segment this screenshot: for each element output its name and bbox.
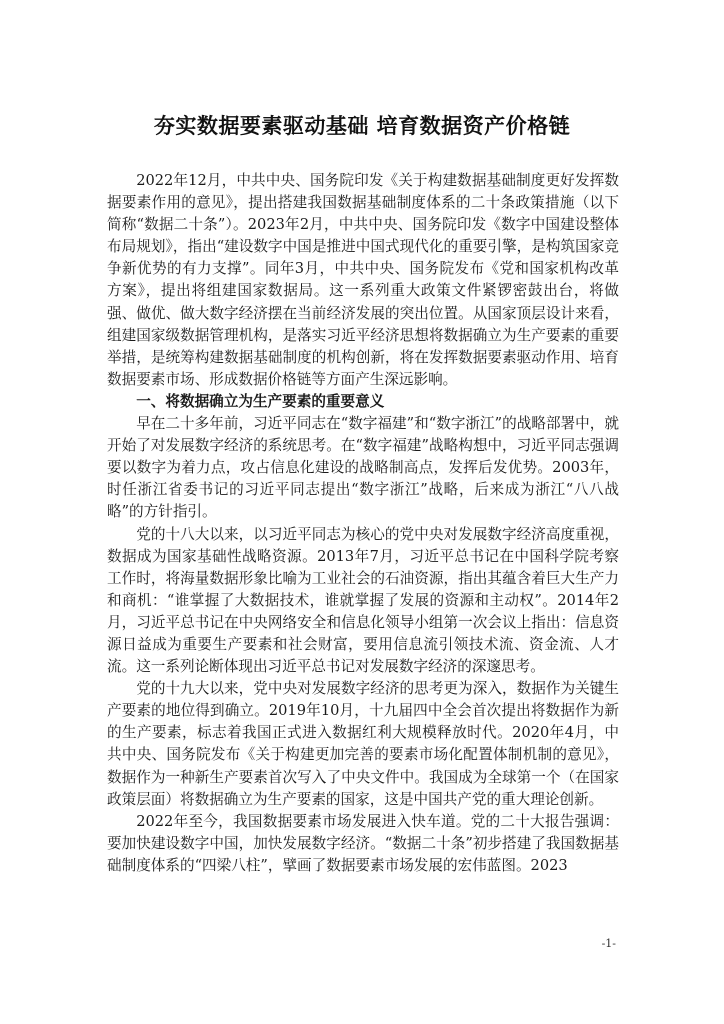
paragraph-18th-congress: 党的十八大以来，以习近平同志为核心的党中央对发展数字经济高度重视，数据成为国家基础性战略资源。2013年7月，习近平总书记在中国科学院考察工作时，将海量数据形象比喻为工业社会的石油资源，指出其蕴含着巨大生产力和商机：“谁掌握了大数据技术，谁就掌握了发展的资源和主动权”。2014年2月，习近平总书记在中央网络安全和信息化领导小组第一次会议上指出：信息资源日益成为重要生产要素和社会财富，要用信息流引领技术流、资金流、人才流。这一系列论断体现出习近平总书记对发展数字经济的深邃思考。 (107, 525, 619, 676)
document-body (107, 170, 619, 877)
page-number: -1- (601, 937, 616, 950)
document-title: 夯实数据要素驱动基础 培育数据资产价格链 (153, 113, 571, 138)
paragraph-intro: 2022年12月，中共中央、国务院印发《关于构建数据基础制度更好发挥数据要素作用的意见》，提出搭建我国数据基础制度体系的二十条政策措施（以下简称“数据二十条”）。2023年2月，中共中央、国务院印发《数字中国建设整体布局规划》，指出“建设数字中国是推进中国式现代化的重要引擎，是构筑国家竞争新优势的有力支撑”。同年3月，中共中央、国务院发布《党和国家机构改革方案》，提出将组建国家数据局。这一系列重大政策文件紧锣密鼓出台，将做强、做优、做大数字经济摆在当前经济发展的突出位置。从国家顶层设计来看，组建国家级数据管理机构，是落实习近平经济思想将数据确立为生产要素的重要举措，是统筹构建数据基础制度的机构创新，将在发挥数据要素驱动作用、培育数据要素市场、形成数据价格链等方面产生深远影响。 (107, 172, 619, 388)
section-heading: 一、将数据确立为生产要素的重要意义 (136, 392, 385, 410)
paragraph-2022-onward: 2022年至今，我国数据要素市场发展进入快车道。党的二十大报告强调：要加快建设数字中国，加快发展数字经济。“数据二十条”初步搭建了我国数据基础制度体系的“四梁八柱”，擘画了数据要素市场发展的宏伟蓝图。2023 (107, 812, 619, 874)
paragraph-19th-congress: 党的十九大以来，党中央对发展数字经济的思考更为深入，数据作为关键生产要素的地位得到确立。2019年10月，十九届四中全会首次提出将数据作为新的生产要素，标志着我国正式进入数据红利大规模释放时代。2020年4月，中共中央、国务院发布《关于构建更加完善的要素市场化配置体制机制的意见》，数据作为一种新生产要素首次写入了中央文件中。我国成为全球第一个（在国家政策层面）将数据确立为生产要素的国家，这是中国共产党的重大理论创新。 (107, 680, 619, 808)
paragraph-digital-fujian: 早在二十多年前，习近平同志在“数字福建”和“数字浙江”的战略部署中，就开始了对发展数字经济的系统思考。在“数字福建”战略构想中，习近平同志强调要以数字为着力点，攻占信息化建设的战略制高点，发挥后发优势。2003年，时任浙江省委书记的习近平同志提出“数字浙江”战略，后来成为浙江“八八战略”的方针指引。 (107, 415, 619, 521)
